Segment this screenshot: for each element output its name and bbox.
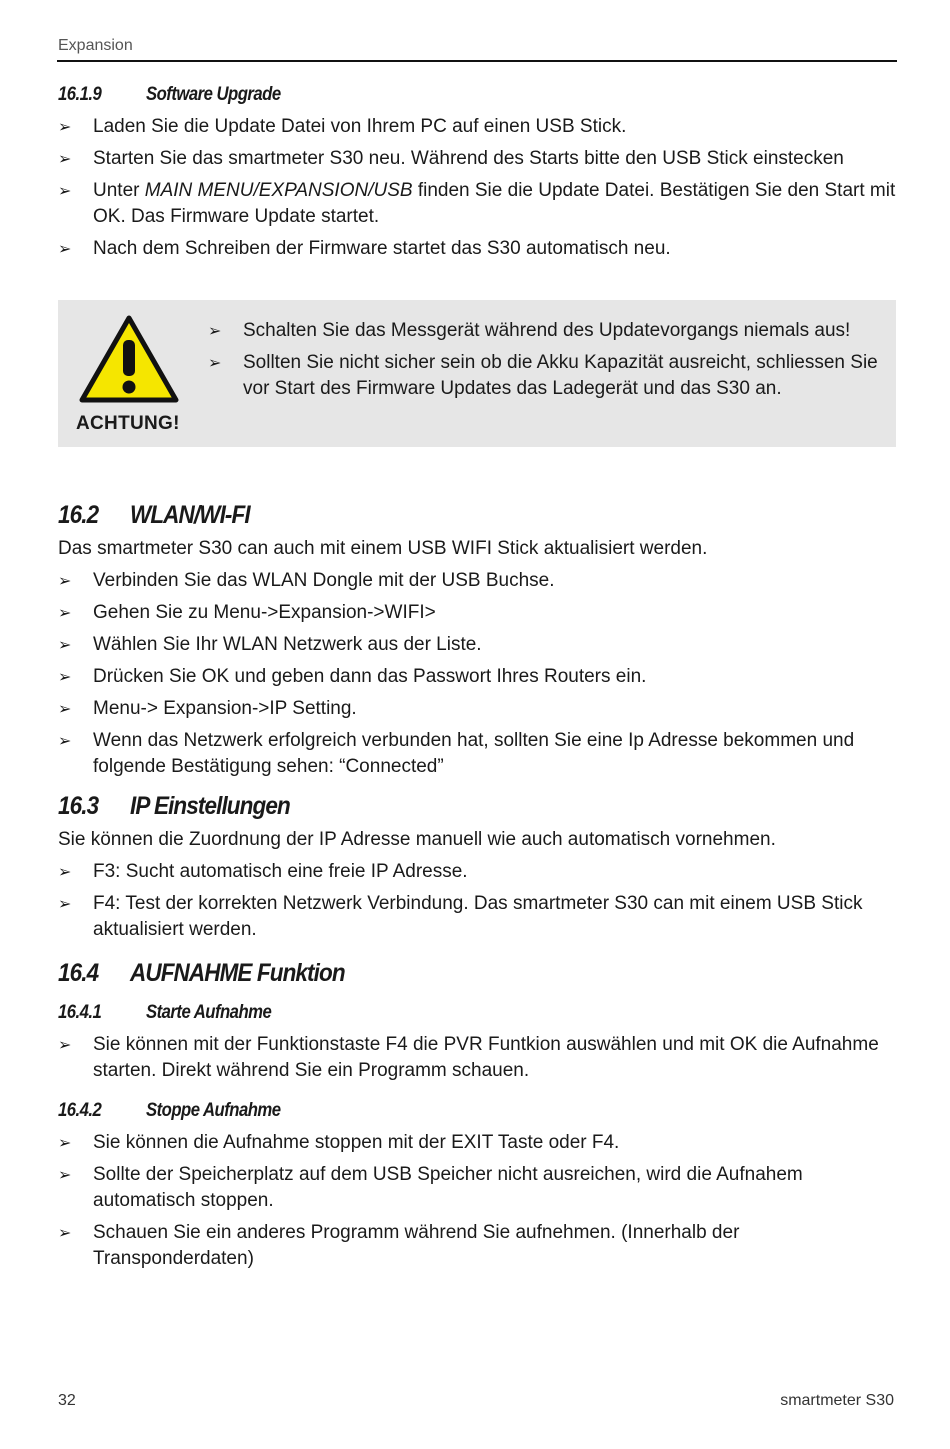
heading-title: WLAN/WI-FI	[130, 501, 250, 529]
start-recording-list	[58, 1032, 896, 1084]
list-item	[58, 696, 896, 722]
ip-steps-list	[58, 859, 896, 943]
heading-number: 16.2	[58, 501, 99, 529]
warning-box	[58, 300, 896, 447]
arrow-bullet-icon: ➢	[58, 571, 72, 590]
list-item-text: Gehen Sie zu Menu->Expansion->WIFI>	[93, 602, 436, 623]
warning-list	[208, 318, 888, 408]
page-number: 32	[58, 1392, 76, 1409]
list-item-text: Unter	[93, 180, 145, 201]
list-item-text: Sollte der Speicherplatz auf dem USB Speicher nicht ausreichen, wird die Aufnahem automatisch stoppen.	[93, 1164, 803, 1211]
heading-title: AUFNAHME Funktion	[130, 959, 345, 987]
arrow-bullet-icon: ➢	[58, 603, 72, 622]
list-item	[58, 146, 896, 172]
arrow-bullet-icon: ➢	[58, 239, 72, 258]
arrow-bullet-icon: ➢	[58, 699, 72, 718]
heading-16-4-1	[58, 1002, 795, 1024]
heading-number: 16.3	[58, 792, 99, 820]
list-item	[208, 350, 888, 402]
wlan-steps-list	[58, 568, 896, 780]
list-item-text: Schalten Sie das Messgerät während des Updatevorgangs niemals aus!	[243, 320, 851, 341]
list-item	[58, 859, 896, 885]
list-item-text: Wenn das Netzwerk erfolgreich verbunden hat, sollten Sie eine Ip Adresse bekommen und folgende Bestätigung sehen: “Connected”	[93, 730, 855, 777]
list-item	[58, 728, 896, 780]
section-intro: Das smartmeter S30 can auch mit einem USB WIFI Stick aktualisiert werden.	[58, 538, 708, 559]
arrow-bullet-icon: ➢	[58, 149, 72, 168]
list-item-text: Laden Sie die Update Datei von Ihrem PC auf einen USB Stick.	[93, 116, 627, 137]
menu-path: MAIN MENU/EXPANSION/USB	[144, 180, 413, 201]
list-item-text: Drücken Sie OK und geben dann das Passwort Ihres Routers ein.	[93, 666, 647, 687]
arrow-bullet-icon: ➢	[208, 321, 222, 340]
heading-number: 16.4.1	[58, 1002, 102, 1023]
heading-16-4-2	[58, 1100, 795, 1122]
list-item	[58, 600, 896, 626]
heading-title: Software Upgrade	[146, 84, 281, 105]
list-item-text: Sollten Sie nicht sicher sein ob die Akku Kapazität ausreicht, schliessen Sie vor Start des Firmware Updates das Ladegerät und das S30 an.	[243, 352, 878, 399]
list-item-text: Wählen Sie Ihr WLAN Netzwerk aus der Liste.	[93, 634, 482, 655]
list-item-text: Nach dem Schreiben der Firmware startet das S30 automatisch neu.	[93, 238, 671, 259]
heading-number: 16.4.2	[58, 1100, 102, 1121]
arrow-bullet-icon: ➢	[208, 353, 222, 372]
list-item	[58, 236, 896, 262]
list-item-text: F3: Sucht automatisch eine freie IP Adresse.	[93, 861, 468, 882]
stop-recording-list	[58, 1130, 896, 1272]
arrow-bullet-icon: ➢	[58, 1165, 72, 1184]
list-item-text: Menu-> Expansion->IP Setting.	[93, 698, 357, 719]
arrow-bullet-icon: ➢	[58, 731, 72, 750]
list-item-text: Verbinden Sie das WLAN Dongle mit der USB Buchse.	[93, 570, 555, 591]
page-content	[58, 84, 896, 1278]
running-header: Expansion	[58, 37, 133, 54]
upgrade-steps-list	[58, 114, 896, 262]
arrow-bullet-icon: ➢	[58, 894, 72, 913]
list-item-text: finden Sie die Update Datei. Bestätigen Sie den Start mit OK. Das Firmware Update startet.	[93, 180, 896, 227]
arrow-bullet-icon: ➢	[58, 1223, 72, 1242]
product-name: smartmeter S30	[780, 1392, 894, 1409]
list-item	[58, 1162, 896, 1214]
list-item	[58, 1130, 896, 1156]
warning-triangle-icon	[78, 314, 180, 404]
warning-label: ACHTUNG!	[76, 413, 180, 434]
header-divider	[57, 60, 897, 62]
list-item-text: Sie können die Aufnahme stoppen mit der EXIT Taste oder F4.	[93, 1132, 620, 1153]
list-item	[58, 178, 896, 230]
arrow-bullet-icon: ➢	[58, 635, 72, 654]
list-item-text: Schauen Sie ein anderes Programm während Sie aufnehmen. (Innerhalb der Transponderdaten)	[93, 1222, 740, 1269]
list-item	[58, 664, 896, 690]
heading-number: 16.1.9	[58, 84, 102, 105]
list-item-text: Sie können mit der Funktionstaste F4 die PVR Funtkion auswählen und mit OK die Aufnahme starten. Direkt während Sie ein Programm schauen.	[93, 1034, 879, 1081]
list-item-text: Starten Sie das smartmeter S30 neu. Während des Starts bitte den USB Stick einstecken	[93, 148, 844, 169]
heading-number: 16.4	[58, 959, 99, 987]
arrow-bullet-icon: ➢	[58, 117, 72, 136]
heading-16-2	[58, 501, 812, 530]
list-item	[208, 318, 888, 344]
heading-title: Starte Aufnahme	[146, 1002, 272, 1023]
arrow-bullet-icon: ➢	[58, 1035, 72, 1054]
heading-16-1-9	[58, 84, 795, 106]
list-item-text: F4: Test der korrekten Netzwerk Verbindung. Das smartmeter S30 can mit einem USB Stick aktualisiert werden.	[93, 893, 863, 940]
list-item	[58, 114, 896, 140]
arrow-bullet-icon: ➢	[58, 862, 72, 881]
heading-16-3	[58, 792, 812, 821]
heading-title: IP Einstellungen	[130, 792, 290, 820]
list-item	[58, 568, 896, 594]
arrow-bullet-icon: ➢	[58, 1133, 72, 1152]
section-intro: Sie können die Zuordnung der IP Adresse manuell wie auch automatisch vornehmen.	[58, 829, 776, 850]
list-item	[58, 1220, 896, 1272]
list-item	[58, 891, 896, 943]
arrow-bullet-icon: ➢	[58, 181, 72, 200]
list-item	[58, 632, 896, 658]
heading-16-4	[58, 959, 812, 988]
arrow-bullet-icon: ➢	[58, 667, 72, 686]
list-item	[58, 1032, 896, 1084]
heading-title: Stoppe Aufnahme	[146, 1100, 281, 1121]
